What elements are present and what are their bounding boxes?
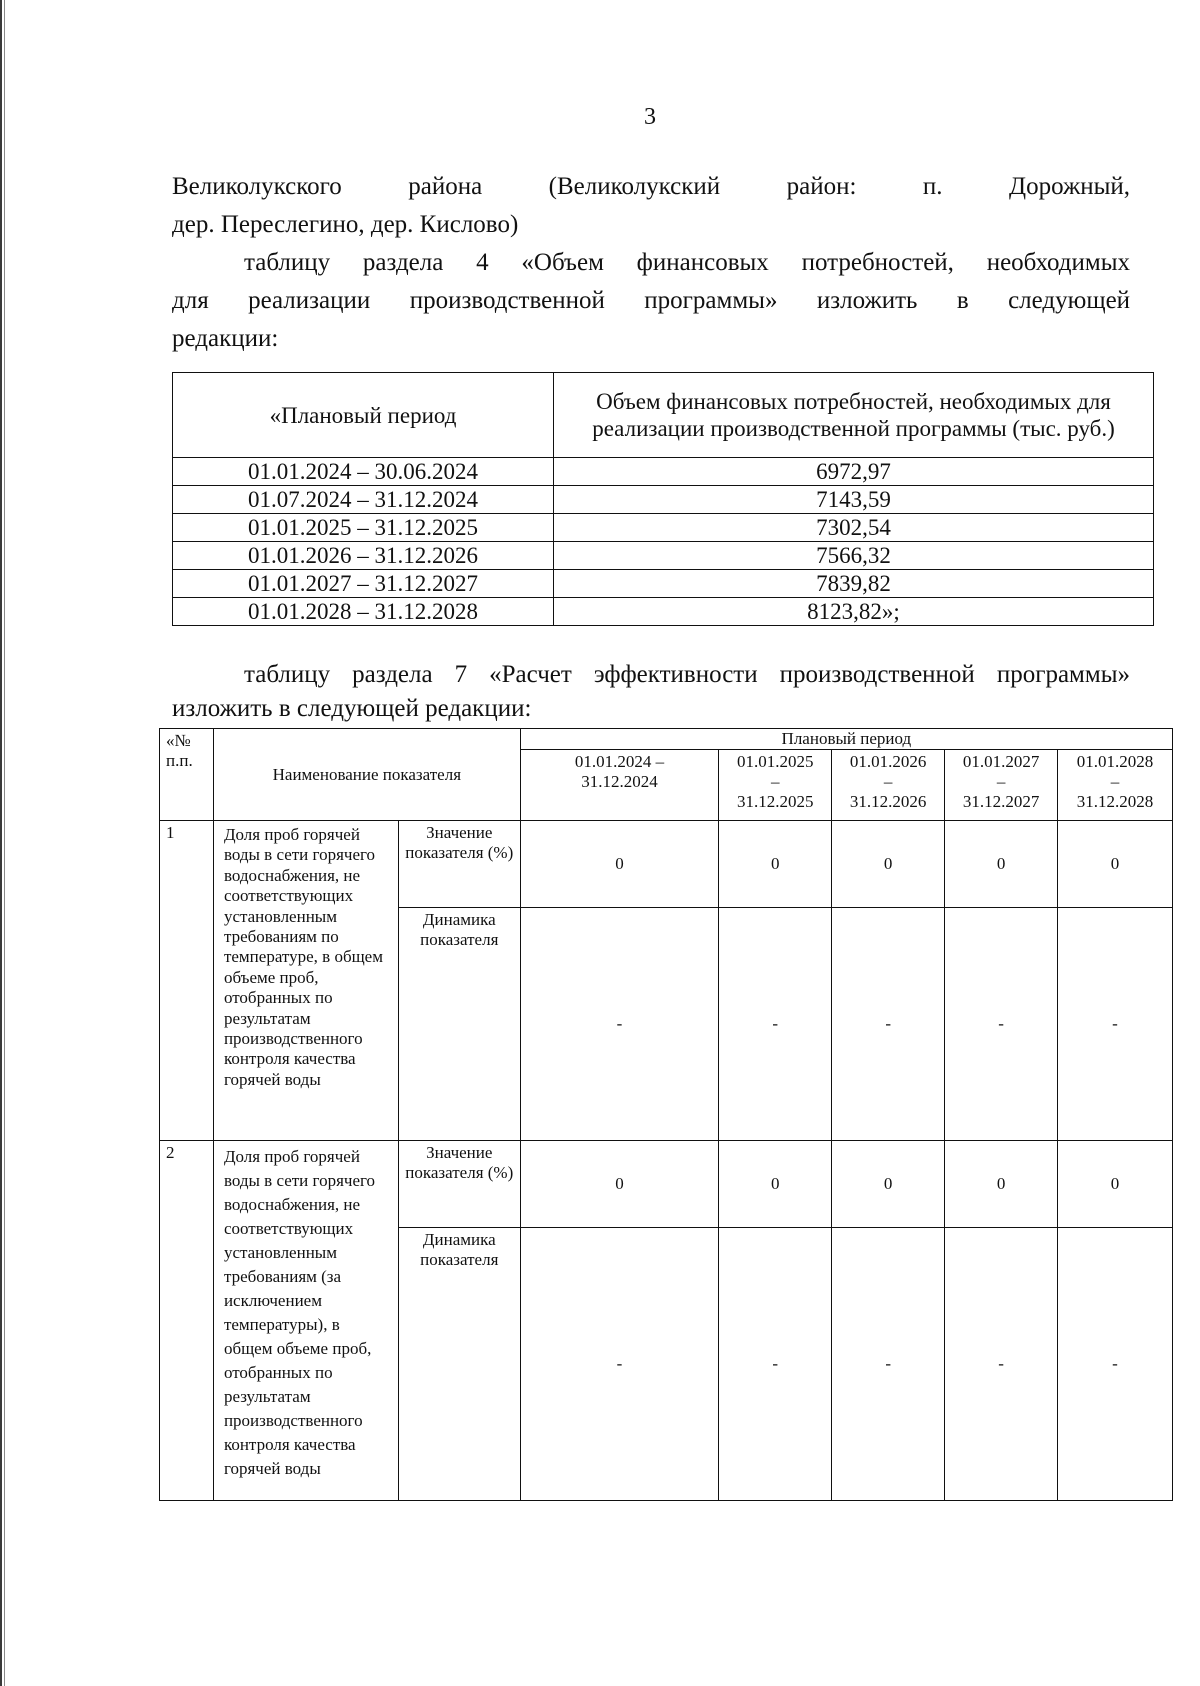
dynamic-cell: -	[719, 1228, 832, 1501]
table-row	[173, 486, 1154, 514]
table-row	[173, 514, 1154, 542]
period-dash: –	[1110, 772, 1120, 791]
value-cell: 0	[945, 1141, 1058, 1228]
table-row	[173, 458, 1154, 486]
amount-cell: 7143,59	[554, 486, 1154, 514]
amount-cell: 8123,82»;	[554, 598, 1154, 626]
period-end: 31.12.2024	[581, 772, 658, 791]
period-header	[832, 750, 945, 821]
value-cell: 0	[719, 821, 832, 908]
word: производственной	[409, 287, 605, 314]
intro-line-1	[172, 168, 1130, 206]
word: п.	[922, 173, 943, 200]
dynamic-cell: -	[832, 1228, 945, 1501]
value-cell: 0	[832, 821, 945, 908]
row-num: 1	[160, 821, 214, 1141]
value-cell: 0	[832, 1141, 945, 1228]
dynamic-cell: -	[832, 908, 945, 1141]
period-end: 31.12.2028	[1076, 792, 1154, 811]
period-end: 31.12.2025	[737, 792, 814, 811]
table-header-row	[160, 729, 1173, 750]
table-row	[173, 570, 1154, 598]
dynamic-cell: -	[1058, 1228, 1173, 1501]
dynamic-cell: -	[719, 908, 832, 1141]
period-start: 01.01.2028	[1076, 752, 1154, 771]
period-end: 31.12.2026	[849, 792, 927, 811]
intro-line-2: дер. Переслегино, дер. Кислово)	[172, 211, 519, 238]
period-start: 01.01.2027	[962, 752, 1040, 771]
value-cell: 0	[520, 821, 719, 908]
table-row	[160, 821, 1173, 908]
indicator-name: Доля проб горячей воды в сети горячего водоснабжения, не соответствующих установленным требованиям (за исключением температуры), в общем объеме проб, отобранных по результатам производственного контроля качества горячей воды	[213, 1141, 398, 1501]
value-cell: 0	[719, 1141, 832, 1228]
amount-cell: 7839,82	[554, 570, 1154, 598]
amount-cell: 7566,32	[554, 542, 1154, 570]
table-header-row	[173, 373, 1154, 458]
indicator-name: Доля проб горячей воды в сети горячего водоснабжения, не соответствующих установленным требованиям по температуре, в общем объеме проб, отобранных по результатам производственного контроля качества горячей воды	[213, 821, 398, 1141]
period-header	[520, 750, 719, 821]
table7-instruction-line-2: изложить в следующей редакции:	[172, 695, 532, 722]
period-cell: 01.07.2024 – 31.12.2024	[173, 486, 554, 514]
dynamic-cell: -	[520, 1228, 719, 1501]
period-dash: –	[771, 772, 780, 791]
value-cell: 0	[1058, 821, 1173, 908]
table-row	[173, 542, 1154, 570]
value-cell: 0	[520, 1141, 719, 1228]
intro-paragraph	[172, 168, 1130, 244]
value-cell: 0	[1058, 1141, 1173, 1228]
efficiency-table	[159, 728, 1173, 1501]
period-cell: 01.01.2026 – 31.12.2026	[173, 542, 554, 570]
period-cell: 01.01.2024 – 30.06.2024	[173, 458, 554, 486]
word: программы»	[644, 287, 778, 314]
table4-instruction-line-3: редакции:	[172, 325, 279, 352]
word: Дорожный,	[1009, 173, 1131, 200]
word: (Великолукский	[548, 173, 721, 200]
header-period: «Плановый период	[173, 373, 554, 458]
table7-instruction-line-1: таблицу раздела 7 «Расчет эффективности производственной программы»	[244, 661, 1130, 688]
value-cell: 0	[945, 821, 1058, 908]
word: изложить	[816, 287, 918, 314]
period-dash: –	[883, 772, 893, 791]
row-num: 2	[160, 1141, 214, 1501]
period-header	[719, 750, 832, 821]
period-end: 31.12.2027	[962, 792, 1040, 811]
value-label: Значение показателя (%)	[398, 821, 520, 908]
header-amount: Объем финансовых потребностей, необходимых для реализации производственной программы (тыс. руб.)	[554, 373, 1154, 458]
dynamic-cell: -	[520, 908, 719, 1141]
period-start: 01.01.2026	[849, 752, 927, 771]
header-num: «№ п.п.	[160, 729, 214, 821]
period-start: 01.01.2024 –	[574, 752, 665, 771]
value-label: Значение показателя (%)	[398, 1141, 520, 1228]
dynamic-label: Динамика показателя	[398, 908, 520, 1141]
scan-edge	[0, 0, 6, 1686]
period-dash: –	[996, 772, 1006, 791]
word: района	[408, 173, 483, 200]
page-number: 3	[644, 104, 656, 130]
period-header	[945, 750, 1058, 821]
table4-instruction-line-1: таблицу раздела 4 «Объем финансовых потребностей, необходимых	[244, 249, 1130, 276]
header-period: Плановый период	[520, 729, 1172, 750]
dynamic-label: Динамика показателя	[398, 1228, 520, 1501]
period-cell: 01.01.2027 – 31.12.2027	[173, 570, 554, 598]
amount-cell: 7302,54	[554, 514, 1154, 542]
dynamic-cell: -	[1058, 908, 1173, 1141]
period-start: 01.01.2025	[737, 752, 814, 771]
table4-instruction	[172, 244, 1130, 358]
financial-needs-table	[172, 372, 1154, 626]
table-row	[160, 1141, 1173, 1228]
dynamic-cell: -	[945, 908, 1058, 1141]
table-row	[173, 598, 1154, 626]
word: следующей	[1008, 287, 1131, 314]
period-header	[1058, 750, 1173, 821]
table7-instruction	[172, 658, 1130, 726]
dynamic-cell: -	[945, 1228, 1058, 1501]
table4-instruction-line-2	[172, 282, 1130, 320]
word: для реализации	[172, 287, 371, 314]
amount-cell: 6972,97	[554, 458, 1154, 486]
word: Великолукского	[172, 173, 342, 200]
period-cell: 01.01.2025 – 31.12.2025	[173, 514, 554, 542]
word: в	[956, 287, 969, 314]
period-cell: 01.01.2028 – 31.12.2028	[173, 598, 554, 626]
word: район:	[786, 173, 857, 200]
header-name: Наименование показателя	[213, 729, 520, 821]
